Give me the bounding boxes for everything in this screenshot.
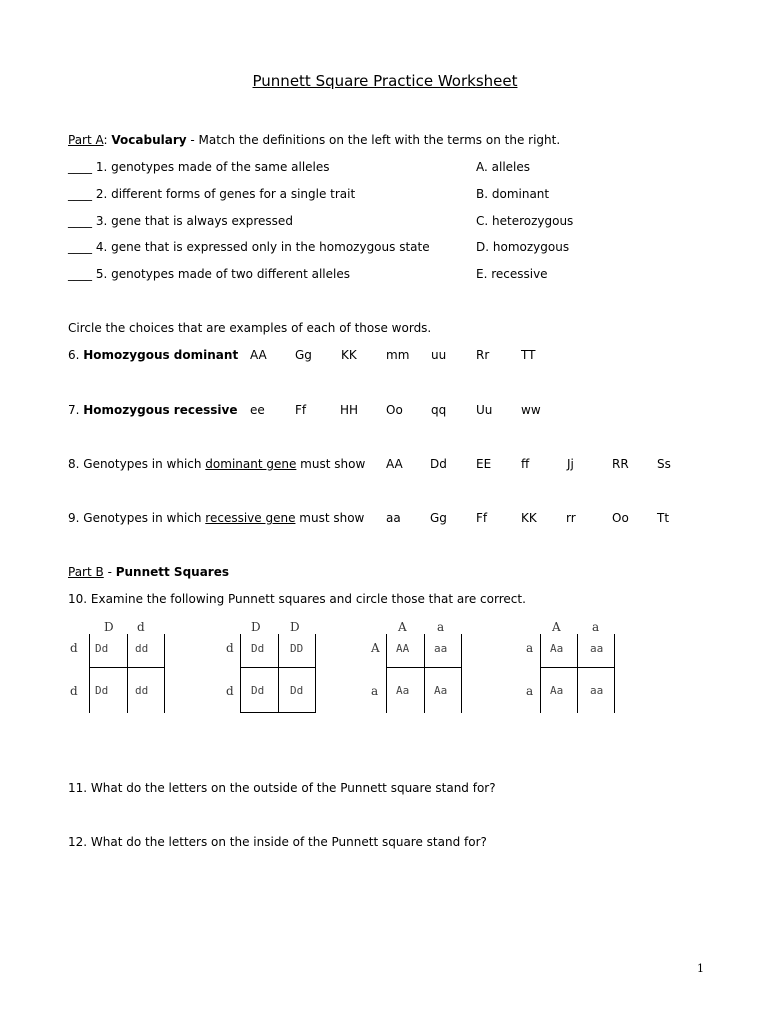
square-cell: Dd bbox=[95, 642, 109, 655]
square-top-label: a bbox=[592, 620, 600, 634]
grid-line bbox=[164, 634, 165, 713]
grid-line bbox=[577, 634, 578, 713]
definition-text: 4. gene that is expressed only in the homozygous state bbox=[92, 240, 430, 254]
grid-line bbox=[127, 634, 128, 713]
vocab-term-b: B. dominant bbox=[476, 187, 550, 201]
square-top-label: D bbox=[290, 620, 300, 634]
q7-choice[interactable]: Oo bbox=[386, 403, 403, 417]
grid-line bbox=[89, 634, 90, 713]
vocab-term-d: D. homozygous bbox=[476, 240, 570, 254]
part-a-heading bbox=[68, 133, 560, 147]
q9-choice[interactable]: Ff bbox=[476, 511, 488, 525]
part-a-colon: : bbox=[103, 133, 108, 147]
vocab-term-a: A. alleles bbox=[476, 160, 530, 174]
q9-choice[interactable]: Tt bbox=[657, 511, 670, 525]
q7-choice[interactable]: Uu bbox=[476, 403, 493, 417]
q7-choice[interactable]: ww bbox=[521, 403, 541, 417]
vocab-item-4 bbox=[68, 240, 430, 254]
punnett-heading: Punnett Squares bbox=[115, 565, 230, 579]
vocab-item-3 bbox=[68, 214, 293, 228]
grid-line bbox=[240, 667, 316, 668]
vocab-item-5 bbox=[68, 267, 350, 281]
square-side-label: d bbox=[70, 684, 78, 698]
definition-text: 5. genotypes made of two different alleles bbox=[92, 267, 350, 281]
q8-choice[interactable]: ff bbox=[521, 457, 530, 471]
grid-line bbox=[461, 634, 462, 713]
q9-choice[interactable]: KK bbox=[521, 511, 537, 525]
q6-choice[interactable]: KK bbox=[341, 348, 357, 362]
q7-choice[interactable]: HH bbox=[340, 403, 359, 417]
grid-line bbox=[89, 667, 165, 668]
worksheet-title: Punnett Square Practice Worksheet bbox=[252, 72, 518, 90]
q8-choice[interactable]: AA bbox=[386, 457, 403, 471]
grid-line bbox=[278, 634, 279, 713]
square-cell: dd bbox=[135, 642, 149, 655]
grid-line bbox=[614, 634, 615, 713]
q7-label: Homozygous recessive bbox=[83, 403, 238, 417]
square-top-label: d bbox=[137, 620, 145, 634]
square-cell: Aa bbox=[550, 684, 564, 697]
q6-choice[interactable]: Rr bbox=[476, 348, 490, 362]
page-number: 1 bbox=[697, 962, 704, 975]
square-side-label: d bbox=[70, 641, 78, 655]
q8-prompt bbox=[68, 457, 365, 471]
square-cell: AA bbox=[396, 642, 410, 655]
q8-choice[interactable]: Jj bbox=[567, 457, 574, 471]
grid-line bbox=[386, 634, 387, 713]
q8-choice[interactable]: Ss bbox=[657, 457, 671, 471]
square-cell: aa bbox=[590, 684, 604, 697]
q8-choice[interactable]: EE bbox=[476, 457, 492, 471]
part-b-dash: - bbox=[103, 565, 116, 579]
q8-underlined: dominant gene bbox=[205, 457, 297, 471]
q8-choice[interactable]: RR bbox=[612, 457, 629, 471]
q8-post: must show bbox=[296, 457, 366, 471]
q7-prompt bbox=[68, 403, 237, 417]
q9-prompt bbox=[68, 511, 364, 525]
q6-choice[interactable]: AA bbox=[250, 348, 267, 362]
vocab-term-e: E. recessive bbox=[476, 267, 548, 281]
grid-line bbox=[240, 712, 316, 713]
square-cell: aa bbox=[590, 642, 604, 655]
square-cell: dd bbox=[135, 684, 149, 697]
grid-line bbox=[315, 634, 316, 713]
answer-blank[interactable]: ____ bbox=[68, 187, 92, 201]
part-b-heading bbox=[68, 565, 229, 579]
square-side-label: a bbox=[526, 641, 534, 655]
q11-prompt: 11. What do the letters on the outside of the Punnett square stand for? bbox=[68, 781, 496, 795]
grid-line bbox=[540, 634, 541, 713]
square-cell: Dd bbox=[95, 684, 109, 697]
square-side-label: a bbox=[371, 684, 379, 698]
square-side-label: A bbox=[371, 641, 380, 655]
definition-text: 2. different forms of genes for a single trait bbox=[92, 187, 356, 201]
q10-prompt: 10. Examine the following Punnett squares and circle those that are correct. bbox=[68, 592, 526, 606]
q7-choice[interactable]: ee bbox=[250, 403, 265, 417]
q9-choice[interactable]: rr bbox=[566, 511, 576, 525]
q9-pre: 9. Genotypes in which bbox=[68, 511, 206, 525]
square-top-label: A bbox=[398, 620, 407, 634]
q8-choice[interactable]: Dd bbox=[430, 457, 447, 471]
q12-prompt: 12. What do the letters on the inside of the Punnett square stand for? bbox=[68, 835, 487, 849]
square-cell: aa bbox=[434, 642, 448, 655]
square-cell: Aa bbox=[396, 684, 410, 697]
q6-choice[interactable]: TT bbox=[521, 348, 536, 362]
vocabulary-heading: Vocabulary bbox=[111, 133, 187, 147]
circle-instructions: Circle the choices that are examples of each of those words. bbox=[68, 321, 432, 335]
answer-blank[interactable]: ____ bbox=[68, 240, 92, 254]
part-a-label: Part A bbox=[68, 133, 104, 147]
square-cell: Aa bbox=[434, 684, 448, 697]
vocab-item-2 bbox=[68, 187, 355, 201]
square-top-label: D bbox=[251, 620, 261, 634]
q7-choice[interactable]: Ff bbox=[295, 403, 307, 417]
square-side-label: d bbox=[226, 641, 234, 655]
square-top-label: D bbox=[104, 620, 114, 634]
square-top-label: a bbox=[437, 620, 445, 634]
q7-number: 7. bbox=[68, 403, 84, 417]
q9-choice[interactable]: Oo bbox=[612, 511, 629, 525]
square-cell: DD bbox=[290, 642, 304, 655]
definition-text: 3. gene that is always expressed bbox=[92, 214, 293, 228]
square-top-label: A bbox=[552, 620, 561, 634]
q9-underlined: recessive gene bbox=[205, 511, 296, 525]
vocab-item-1 bbox=[68, 160, 330, 174]
grid-line bbox=[386, 667, 462, 668]
grid-line bbox=[540, 667, 615, 668]
grid-line bbox=[424, 634, 425, 713]
q6-label: Homozygous dominant bbox=[83, 348, 239, 362]
q7-choice[interactable]: qq bbox=[431, 403, 447, 417]
square-cell: Dd bbox=[251, 642, 265, 655]
part-a-instructions: - Match the definitions on the left with the terms on the right. bbox=[186, 133, 561, 147]
square-cell: Dd bbox=[251, 684, 265, 697]
square-cell: Aa bbox=[550, 642, 564, 655]
q9-choice[interactable]: aa bbox=[386, 511, 401, 525]
vocab-term-c: C. heterozygous bbox=[476, 214, 574, 228]
q9-choice[interactable]: Gg bbox=[430, 511, 447, 525]
square-side-label: a bbox=[526, 684, 534, 698]
definition-text: 1. genotypes made of the same alleles bbox=[92, 160, 330, 174]
q6-prompt bbox=[68, 348, 238, 362]
part-b-label: Part B bbox=[68, 565, 104, 579]
q8-pre: 8. Genotypes in which bbox=[68, 457, 206, 471]
square-side-label: d bbox=[226, 684, 234, 698]
grid-line bbox=[240, 634, 241, 713]
q9-post: must show bbox=[295, 511, 365, 525]
q6-choice[interactable]: uu bbox=[431, 348, 447, 362]
q6-number: 6. bbox=[68, 348, 84, 362]
square-cell: Dd bbox=[290, 684, 304, 697]
answer-blank[interactable]: ____ bbox=[68, 267, 92, 281]
answer-blank[interactable]: ____ bbox=[68, 214, 92, 228]
answer-blank[interactable]: ____ bbox=[68, 160, 92, 174]
q6-choice[interactable]: mm bbox=[386, 348, 410, 362]
q6-choice[interactable]: Gg bbox=[295, 348, 312, 362]
